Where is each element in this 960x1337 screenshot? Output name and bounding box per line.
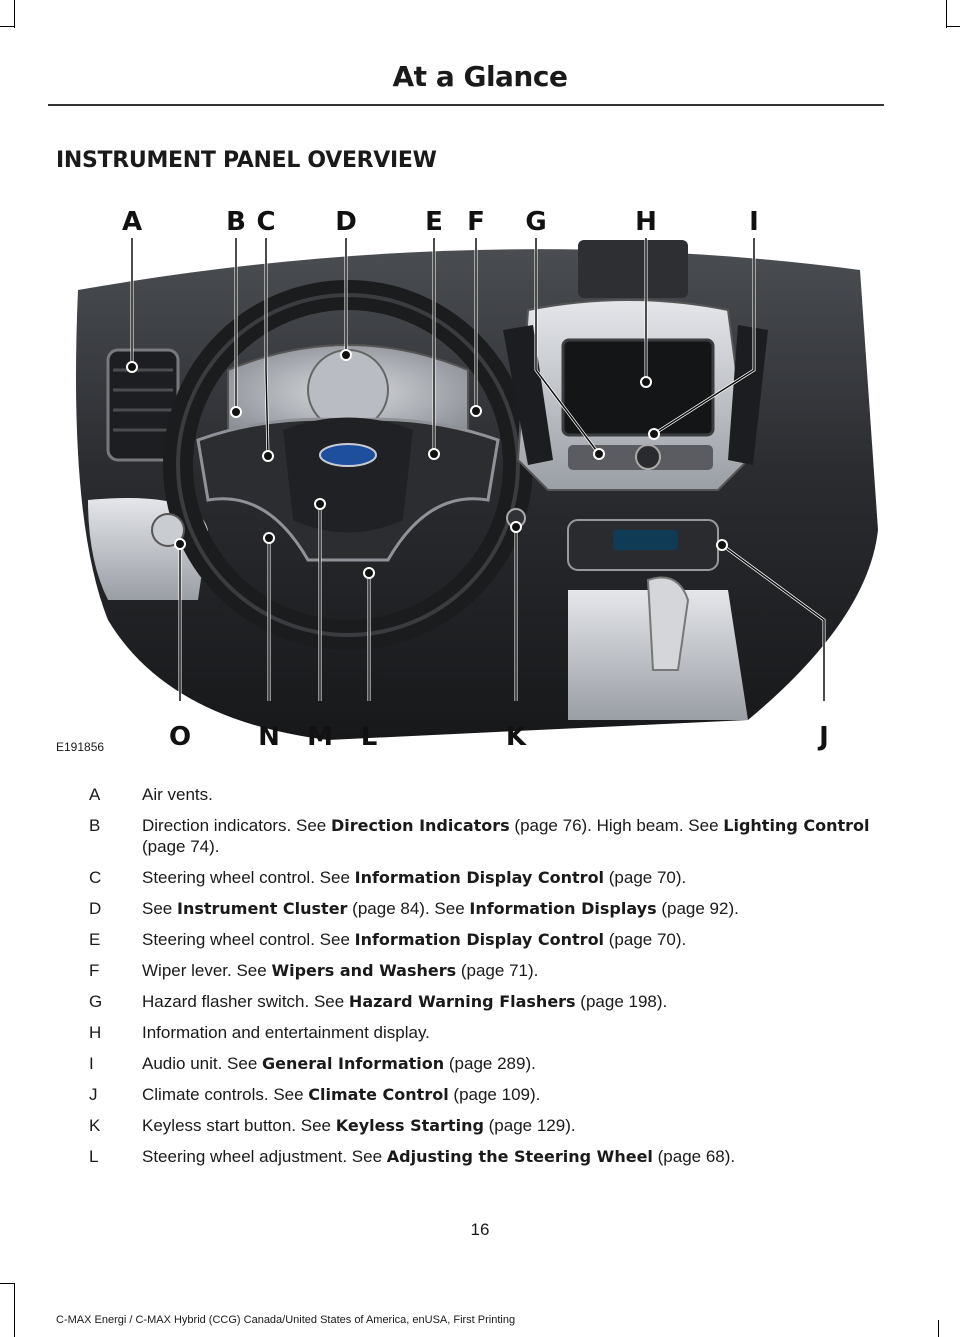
- callout-dot: [175, 539, 185, 549]
- description-text: Hazard flasher switch. See: [142, 992, 349, 1011]
- legend-description: [142, 1146, 896, 1167]
- cross-reference: Information Display Control: [354, 868, 605, 887]
- section-title: INSTRUMENT PANEL OVERVIEW: [56, 148, 437, 173]
- callout-dot: [364, 568, 374, 578]
- description-text: Steering wheel control. See: [142, 868, 355, 887]
- callout-label: L: [360, 722, 378, 752]
- callout-dot: [429, 449, 439, 459]
- legend-list: [56, 784, 896, 1177]
- crop-mark: [938, 1320, 939, 1337]
- callout-dot: [511, 522, 521, 532]
- cross-reference: Lighting Control: [723, 816, 870, 835]
- description-text: (page 84). See: [347, 899, 470, 918]
- crop-mark: [946, 26, 960, 27]
- dashboard-illustration: [48, 200, 904, 766]
- crop-mark: [0, 1283, 14, 1284]
- callout-dot: [649, 429, 659, 439]
- callout-label: F: [467, 207, 485, 237]
- legend-item-h: [56, 1022, 896, 1043]
- legend-description: [142, 898, 896, 919]
- cross-reference: Information Displays: [469, 899, 657, 918]
- cross-reference: Information Display Control: [354, 930, 605, 949]
- description-text: (page 198).: [575, 992, 668, 1011]
- callout-label: J: [819, 722, 829, 752]
- legend-item-c: [56, 867, 896, 888]
- callout-label: H: [635, 207, 657, 237]
- legend-letter: C: [89, 868, 102, 887]
- description-text: (page 289).: [444, 1054, 536, 1073]
- steering-wheel-hub: [283, 418, 413, 533]
- legend-description: [142, 867, 896, 888]
- legend-description: [142, 1084, 896, 1105]
- legend-description: [142, 1053, 896, 1074]
- callout-label: E: [425, 207, 443, 237]
- header-divider: [48, 104, 884, 106]
- cd-slot-housing: [578, 240, 688, 298]
- callout-label: O: [168, 722, 192, 752]
- callout-label: B: [226, 207, 246, 237]
- legend-item-a: [56, 784, 896, 805]
- callout-dot: [315, 499, 325, 509]
- legend-description: [142, 960, 896, 981]
- description-text: (page 74).: [142, 837, 220, 856]
- callout-dot: [127, 362, 137, 372]
- legend-item-l: [56, 1146, 896, 1167]
- cross-reference: Keyless Starting: [335, 1116, 484, 1135]
- legend-item-i: [56, 1053, 896, 1074]
- legend-item-f: [56, 960, 896, 981]
- cross-reference: Instrument Cluster: [176, 899, 348, 918]
- crop-mark: [0, 26, 14, 27]
- legend-description: [142, 1115, 896, 1136]
- callout-label: N: [258, 722, 280, 752]
- callout-dot: [231, 407, 241, 417]
- description-text: Steering wheel adjustment. See: [142, 1147, 387, 1166]
- callout-label: D: [335, 207, 357, 237]
- description-text: (page 68).: [652, 1147, 736, 1166]
- cross-reference: Adjusting the Steering Wheel: [386, 1147, 653, 1166]
- description-text: Keyless start button. See: [142, 1116, 336, 1135]
- callout-dot: [717, 540, 727, 550]
- footer-text: C-MAX Energi / C-MAX Hybrid (CCG) Canada/United States of America, enUSA, First Printing: [56, 1314, 516, 1326]
- page-number: 16: [470, 1220, 490, 1239]
- legend-description: [142, 991, 896, 1012]
- legend-description: [142, 784, 896, 805]
- legend-letter: L: [89, 1147, 99, 1166]
- legend-letter: H: [89, 1023, 102, 1042]
- legend-item-g: [56, 991, 896, 1012]
- description-text: Direction indicators. See: [142, 816, 331, 835]
- legend-letter: K: [89, 1116, 101, 1135]
- description-text: (page 70).: [604, 868, 687, 887]
- legend-letter: F: [89, 961, 100, 980]
- description-text: (page 71).: [456, 961, 539, 980]
- callout-label: I: [749, 207, 759, 237]
- crop-mark: [946, 0, 947, 28]
- audio-knob: [636, 445, 660, 469]
- description-text: Audio unit. See: [142, 1054, 263, 1073]
- callout-dot: [341, 350, 351, 360]
- legend-item-k: [56, 1115, 896, 1136]
- description-text: (page 92).: [656, 899, 739, 918]
- crop-mark: [14, 0, 15, 28]
- legend-letter: E: [89, 930, 101, 949]
- legend-letter: I: [89, 1054, 94, 1073]
- cross-reference: Wipers and Washers: [271, 961, 457, 980]
- crop-mark: [14, 1283, 15, 1337]
- callout-label: A: [121, 207, 143, 237]
- callout-dot: [594, 449, 604, 459]
- page-header: [0, 60, 960, 93]
- legend-description: [142, 929, 896, 950]
- legend-letter: D: [89, 899, 102, 918]
- description-text: Steering wheel control. See: [142, 930, 355, 949]
- legend-item-j: [56, 1084, 896, 1105]
- ford-logo: [320, 444, 376, 466]
- callout-label: M: [307, 722, 333, 752]
- description-text: Air vents.: [142, 785, 213, 804]
- description-text: (page 109).: [448, 1085, 541, 1104]
- callout-label: K: [505, 722, 527, 752]
- cross-reference: General Information: [262, 1054, 445, 1073]
- callout-dot: [263, 451, 273, 461]
- callout-label: C: [256, 207, 276, 237]
- legend-letter: J: [89, 1085, 98, 1104]
- infotainment-display: [563, 340, 713, 435]
- description-text: See: [142, 899, 177, 918]
- callout-dot: [471, 406, 481, 416]
- instrument-panel-figure: [48, 200, 904, 766]
- cross-reference: Climate Control: [308, 1085, 449, 1104]
- description-text: (page 76). High beam. See: [509, 816, 724, 835]
- callout-dot: [641, 377, 651, 387]
- cross-reference: Hazard Warning Flashers: [348, 992, 576, 1011]
- legend-item-b: [56, 815, 896, 857]
- legend-letter: G: [89, 992, 103, 1011]
- legend-letter: B: [89, 816, 101, 835]
- description-text: (page 70).: [604, 930, 687, 949]
- climate-display: [613, 530, 678, 550]
- callout-dot: [264, 533, 274, 543]
- legend-item-d: [56, 898, 896, 919]
- legend-description: [142, 1022, 896, 1043]
- legend-item-e: [56, 929, 896, 950]
- description-text: (page 129).: [483, 1116, 576, 1135]
- figure-id: E191856: [56, 740, 105, 754]
- page-title: At a Glance: [392, 60, 568, 93]
- description-text: Climate controls. See: [142, 1085, 309, 1104]
- callout-label: G: [525, 207, 547, 237]
- legend-letter: A: [89, 785, 101, 804]
- cross-reference: Direction Indicators: [330, 816, 510, 835]
- description-text: Information and entertainment display.: [142, 1023, 430, 1042]
- description-text: Wiper lever. See: [142, 961, 272, 980]
- legend-description: [142, 815, 896, 857]
